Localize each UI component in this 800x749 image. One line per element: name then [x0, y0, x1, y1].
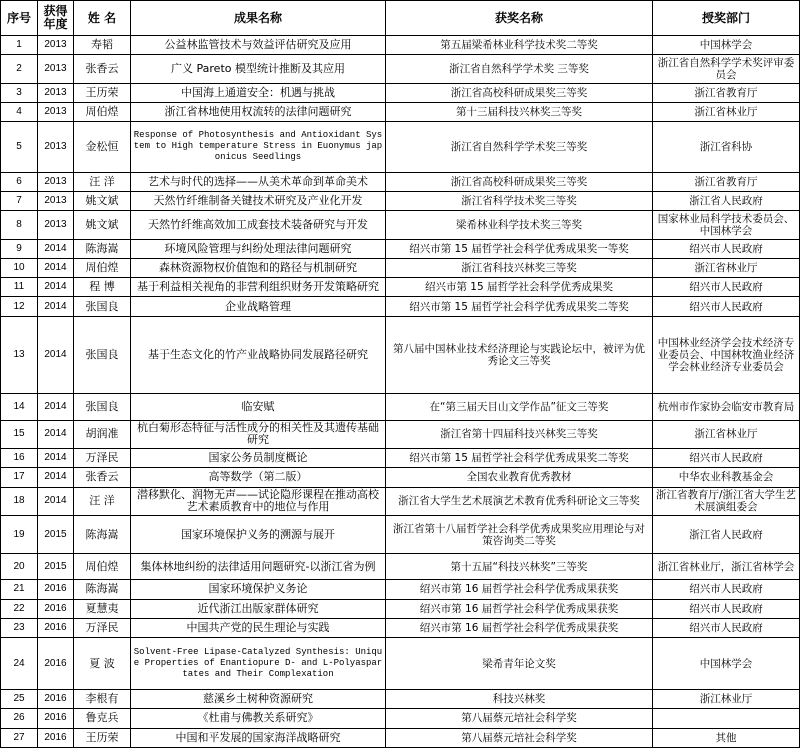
- table-row: [1, 580, 800, 599]
- cell-name: 金松恒: [74, 122, 131, 173]
- cell-title: 《杜甫与佛教关系研究》: [131, 709, 386, 728]
- cell-no: 12: [1, 297, 38, 316]
- cell-dept: 浙江省教育厅/浙江省大学生艺术展演组委会: [653, 487, 800, 515]
- cell-no: 15: [1, 420, 38, 448]
- cell-title: 国家环境保护义务的溯源与展开: [131, 515, 386, 553]
- cell-dept: 国家林业局科学技术委员会、中国林学会: [653, 211, 800, 239]
- table-row: [1, 83, 800, 102]
- cell-dept: 绍兴市人民政府: [653, 618, 800, 637]
- cell-title: Response of Photosynthesis and Antioxidant System to High temperature Stress in Euonymus japonicus Seedlings: [131, 122, 386, 173]
- cell-dept: 浙江省科协: [653, 122, 800, 173]
- cell-dept: 浙江林业厅: [653, 690, 800, 709]
- header-row: [1, 1, 800, 36]
- cell-title: 环境风险管理与纠纷处理法律问题研究: [131, 239, 386, 258]
- cell-name: 周伯煌: [74, 554, 131, 580]
- cell-name: 陈海嵩: [74, 515, 131, 553]
- cell-title: 潜移默化、润物无声——试论隐形课程在推动高校艺术素质教育中的地位与作用: [131, 487, 386, 515]
- cell-award: 绍兴市第 16 届哲学社会科学优秀成果获奖: [386, 580, 653, 599]
- cell-award: 第十三届科技兴林奖三等奖: [386, 102, 653, 121]
- cell-name: 张香云: [74, 55, 131, 83]
- table-row: [1, 728, 800, 747]
- table-row: [1, 690, 800, 709]
- cell-award: 第五届梁希林业科学技术奖二等奖: [386, 36, 653, 55]
- cell-year: 2014: [38, 487, 74, 515]
- table-row: [1, 211, 800, 239]
- cell-award: 第十五届“科技兴林奖”三等奖: [386, 554, 653, 580]
- cell-award: 绍兴市第 15 届哲学社会科学优秀成果奖二等奖: [386, 297, 653, 316]
- cell-award: 第八届蔡元培社会科学奖: [386, 728, 653, 747]
- cell-year: 2014: [38, 297, 74, 316]
- header-title: 成果名称: [131, 1, 386, 36]
- cell-no: 8: [1, 211, 38, 239]
- cell-name: 汪 洋: [74, 172, 131, 191]
- table-row: [1, 258, 800, 277]
- table-row: [1, 55, 800, 83]
- cell-dept: 绍兴市人民政府: [653, 297, 800, 316]
- cell-no: 17: [1, 468, 38, 487]
- cell-name: 鲁克兵: [74, 709, 131, 728]
- table-row: [1, 122, 800, 173]
- cell-title: Solvent-Free Lipase-Catalyzed Synthesis: Unique Properties of Enantiopure D- and L-Polyaspartates and Their Complexation: [131, 638, 386, 690]
- cell-year: 2016: [38, 580, 74, 599]
- cell-award: 绍兴市第 15 届哲学社会科学优秀成果奖: [386, 278, 653, 297]
- cell-title: 公益林监管技术与效益评估研究及应用: [131, 36, 386, 55]
- cell-dept: 浙江省自然科学学术奖评审委员会: [653, 55, 800, 83]
- cell-title: 森林资源物权价值饱和的路径与机制研究: [131, 258, 386, 277]
- cell-no: 22: [1, 599, 38, 618]
- cell-year: 2013: [38, 102, 74, 121]
- cell-name: 姚文斌: [74, 192, 131, 211]
- cell-award: 浙江省第十四届科技兴林奖三等奖: [386, 420, 653, 448]
- cell-dept: 浙江省人民政府: [653, 192, 800, 211]
- cell-award: 绍兴市第 15 届哲学社会科学优秀成果奖一等奖: [386, 239, 653, 258]
- header-name: 姓 名: [74, 1, 131, 36]
- cell-year: 2016: [38, 638, 74, 690]
- cell-dept: 浙江省教育厅: [653, 172, 800, 191]
- cell-no: 1: [1, 36, 38, 55]
- cell-title: 国家公务员制度概论: [131, 449, 386, 468]
- cell-no: 5: [1, 122, 38, 173]
- table-row: [1, 515, 800, 553]
- cell-name: 姚文斌: [74, 211, 131, 239]
- cell-year: 2016: [38, 618, 74, 637]
- cell-year: 2014: [38, 258, 74, 277]
- cell-title: 国家环境保护义务论: [131, 580, 386, 599]
- cell-year: 2013: [38, 192, 74, 211]
- cell-award: 浙江省高校科研成果奖三等奖: [386, 172, 653, 191]
- cell-dept: 浙江省林业厅: [653, 420, 800, 448]
- table-row: [1, 172, 800, 191]
- cell-name: 王历荣: [74, 728, 131, 747]
- cell-no: 25: [1, 690, 38, 709]
- cell-year: 2014: [38, 449, 74, 468]
- cell-dept: 中国林业经济学会技术经济专业委员会、中国林牧渔业经济学会林业经济专业委员会: [653, 316, 800, 393]
- cell-no: 3: [1, 83, 38, 102]
- cell-award: 浙江省科学技术奖三等奖: [386, 192, 653, 211]
- cell-title: 高等数学（第二版）: [131, 468, 386, 487]
- cell-award: 在“第三届天目山文学作品”征文三等奖: [386, 393, 653, 420]
- cell-no: 23: [1, 618, 38, 637]
- cell-year: 2013: [38, 122, 74, 173]
- cell-name: 周伯煌: [74, 258, 131, 277]
- cell-name: 夏 波: [74, 638, 131, 690]
- cell-year: 2015: [38, 554, 74, 580]
- cell-award: 绍兴市第 16 届哲学社会科学优秀成果获奖: [386, 599, 653, 618]
- cell-name: 胡润准: [74, 420, 131, 448]
- cell-title: 临安赋: [131, 393, 386, 420]
- cell-award: 浙江省自然科学学术奖 三等奖: [386, 55, 653, 83]
- table-row: [1, 393, 800, 420]
- cell-title: 天然竹纤维制备关键技术研究及产业化开发: [131, 192, 386, 211]
- cell-title: 中国共产党的民生理论与实践: [131, 618, 386, 637]
- cell-dept: 杭州市作家协会临安市教育局: [653, 393, 800, 420]
- cell-no: 14: [1, 393, 38, 420]
- header-dept: 授奖部门: [653, 1, 800, 36]
- cell-name: 张国良: [74, 297, 131, 316]
- table-row: [1, 468, 800, 487]
- cell-award: 第八届蔡元培社会科学奖: [386, 709, 653, 728]
- cell-name: 陈海嵩: [74, 580, 131, 599]
- table-row: [1, 420, 800, 448]
- cell-no: 7: [1, 192, 38, 211]
- cell-title: 基于生态文化的竹产业战略协同发展路径研究: [131, 316, 386, 393]
- cell-title: 广义 Pareto 模型统计推断及其应用: [131, 55, 386, 83]
- cell-award: 梁希林业科学技术奖三等奖: [386, 211, 653, 239]
- cell-name: 程 博: [74, 278, 131, 297]
- cell-award: 浙江省大学生艺术展演艺术教育优秀科研论文三等奖: [386, 487, 653, 515]
- cell-year: 2014: [38, 278, 74, 297]
- cell-dept: 绍兴市人民政府: [653, 449, 800, 468]
- table-row: [1, 449, 800, 468]
- cell-name: 王历荣: [74, 83, 131, 102]
- cell-year: 2015: [38, 515, 74, 553]
- cell-award: 全国农业教育优秀教材: [386, 468, 653, 487]
- cell-dept: 绍兴市人民政府: [653, 580, 800, 599]
- cell-dept: 浙江省教育厅: [653, 83, 800, 102]
- table-row: [1, 554, 800, 580]
- cell-dept: 绍兴市人民政府: [653, 278, 800, 297]
- cell-dept: 中华农业科教基金会: [653, 468, 800, 487]
- cell-year: 2013: [38, 36, 74, 55]
- table-row: [1, 599, 800, 618]
- table-row: [1, 239, 800, 258]
- cell-no: 26: [1, 709, 38, 728]
- cell-award: 浙江省科技兴林奖三等奖: [386, 258, 653, 277]
- table-row: [1, 192, 800, 211]
- cell-no: 13: [1, 316, 38, 393]
- cell-dept: 绍兴市人民政府: [653, 239, 800, 258]
- table-row: [1, 297, 800, 316]
- header-year: 获得年度: [38, 1, 74, 36]
- cell-title: 浙江省林地使用权流转的法律问题研究: [131, 102, 386, 121]
- cell-name: 张香云: [74, 468, 131, 487]
- table-row: [1, 638, 800, 690]
- cell-title: 慈溪乡土树种资源研究: [131, 690, 386, 709]
- cell-no: 18: [1, 487, 38, 515]
- cell-year: 2016: [38, 690, 74, 709]
- table-row: [1, 316, 800, 393]
- cell-no: 21: [1, 580, 38, 599]
- cell-name: 万泽民: [74, 449, 131, 468]
- cell-award: 梁希青年论文奖: [386, 638, 653, 690]
- cell-dept: 中国林学会: [653, 36, 800, 55]
- cell-award: 绍兴市第 16 届哲学社会科学优秀成果获奖: [386, 618, 653, 637]
- cell-year: 2014: [38, 239, 74, 258]
- cell-dept: 浙江省林业厅: [653, 258, 800, 277]
- cell-award: 第八届中国林业技术经济理论与实践论坛中，被评为优秀论文三等奖: [386, 316, 653, 393]
- cell-award: 浙江省第十八届哲学社会科学优秀成果奖应用理论与对策咨询类二等奖: [386, 515, 653, 553]
- cell-dept: 中国林学会: [653, 638, 800, 690]
- cell-no: 20: [1, 554, 38, 580]
- cell-name: 夏慧夷: [74, 599, 131, 618]
- cell-no: 24: [1, 638, 38, 690]
- cell-name: 李根有: [74, 690, 131, 709]
- cell-name: 张国良: [74, 393, 131, 420]
- cell-dept: 浙江省人民政府: [653, 515, 800, 553]
- cell-year: 2016: [38, 709, 74, 728]
- table-row: [1, 709, 800, 728]
- cell-title: 基于利益相关视角的非营利组织财务开发策略研究: [131, 278, 386, 297]
- cell-title: 近代浙江出版家群体研究: [131, 599, 386, 618]
- cell-title: 中国和平发展的国家海洋战略研究: [131, 728, 386, 747]
- cell-no: 9: [1, 239, 38, 258]
- table-row: [1, 618, 800, 637]
- cell-name: 万泽民: [74, 618, 131, 637]
- cell-no: 6: [1, 172, 38, 191]
- cell-title: 杭白菊形态特征与活性成分的相关性及其遗传基础研究: [131, 420, 386, 448]
- table-row: [1, 278, 800, 297]
- cell-no: 11: [1, 278, 38, 297]
- cell-name: 汪 洋: [74, 487, 131, 515]
- cell-name: 周伯煌: [74, 102, 131, 121]
- table-row: [1, 487, 800, 515]
- cell-year: 2013: [38, 211, 74, 239]
- cell-year: 2013: [38, 55, 74, 83]
- header-award: 获奖名称: [386, 1, 653, 36]
- cell-dept: 浙江省林业厅: [653, 102, 800, 121]
- cell-year: 2014: [38, 316, 74, 393]
- cell-name: 张国良: [74, 316, 131, 393]
- cell-name: 陈海嵩: [74, 239, 131, 258]
- cell-year: 2014: [38, 393, 74, 420]
- cell-no: 2: [1, 55, 38, 83]
- cell-award: 科技兴林奖: [386, 690, 653, 709]
- cell-no: 4: [1, 102, 38, 121]
- cell-year: 2016: [38, 728, 74, 747]
- header-no: 序号: [1, 1, 38, 36]
- cell-year: 2013: [38, 83, 74, 102]
- table-body: [1, 36, 800, 748]
- cell-title: 企业战略管理: [131, 297, 386, 316]
- cell-award: 绍兴市第 15 届哲学社会科学优秀成果奖二等奖: [386, 449, 653, 468]
- cell-year: 2014: [38, 420, 74, 448]
- cell-no: 10: [1, 258, 38, 277]
- cell-year: 2016: [38, 599, 74, 618]
- cell-year: 2014: [38, 468, 74, 487]
- cell-title: 艺术与时代的选择——从美术革命到革命美术: [131, 172, 386, 191]
- cell-dept: 浙江省林业厅，浙江省林学会: [653, 554, 800, 580]
- cell-title: 集体林地纠纷的法律适用问题研究-以浙江省为例: [131, 554, 386, 580]
- cell-title: 中国海上通道安全：机遇与挑战: [131, 83, 386, 102]
- cell-name: 寿韬: [74, 36, 131, 55]
- cell-award: 浙江省高校科研成果奖三等奖: [386, 83, 653, 102]
- cell-no: 27: [1, 728, 38, 747]
- cell-title: 天然竹纤维高效加工成套技术装备研究与开发: [131, 211, 386, 239]
- cell-award: 浙江省自然科学学术奖三等奖: [386, 122, 653, 173]
- table-row: [1, 102, 800, 121]
- cell-year: 2013: [38, 172, 74, 191]
- cell-no: 16: [1, 449, 38, 468]
- cell-dept: 绍兴市人民政府: [653, 599, 800, 618]
- table-row: [1, 36, 800, 55]
- cell-no: 19: [1, 515, 38, 553]
- cell-dept: 其他: [653, 728, 800, 747]
- cell-dept: [653, 709, 800, 728]
